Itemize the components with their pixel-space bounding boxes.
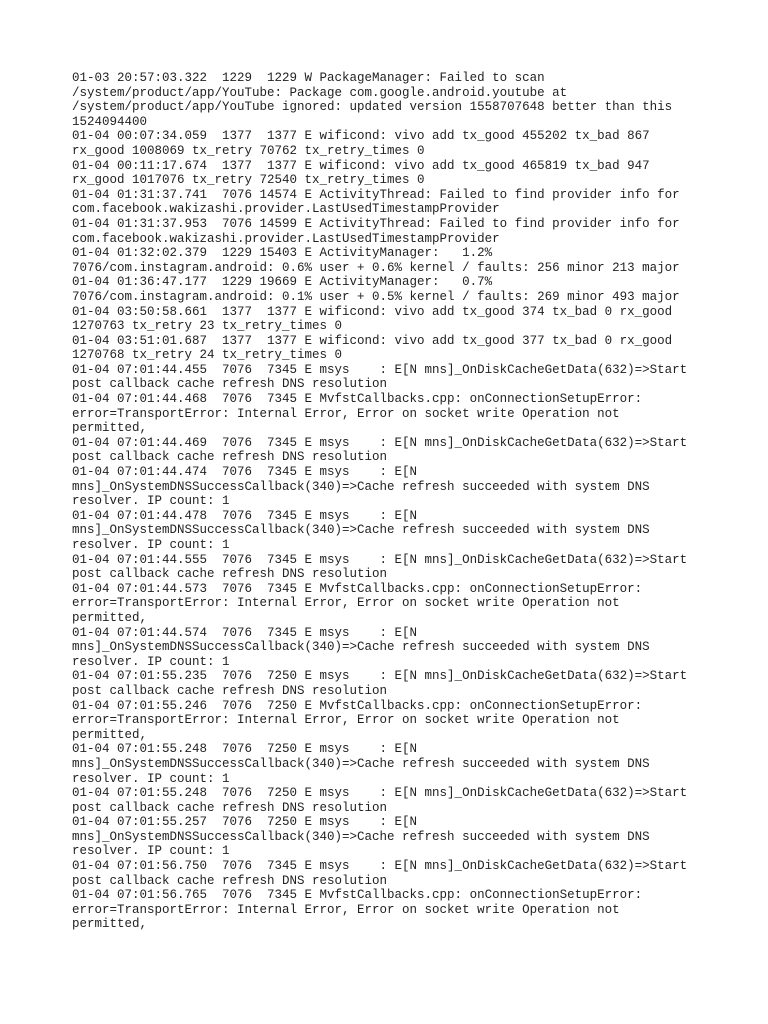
log-line: post callback cache refresh DNS resolution (72, 800, 388, 815)
log-line: post callback cache refresh DNS resolution (72, 377, 388, 392)
log-line: 01-04 07:01:44.468 7076 7345 E MvfstCallbacks.cpp: onConnectionSetupError: (72, 392, 643, 407)
log-line: mns]_OnSystemDNSSuccessCallback(340)=>Cache refresh succeeded with system DNS (72, 829, 650, 844)
log-line: permitted, (72, 610, 148, 625)
log-line: 01-04 07:01:44.469 7076 7345 E msys : E[N mns]_OnDiskCacheGetData(632)=>Start (72, 435, 688, 450)
log-line: 01-04 07:01:44.455 7076 7345 E msys : E[N mns]_OnDiskCacheGetData(632)=>Start (72, 362, 688, 377)
log-line: 01-04 07:01:55.235 7076 7250 E msys : E[N mns]_OnDiskCacheGetData(632)=>Start (72, 669, 688, 684)
log-line: post callback cache refresh DNS resolution (72, 567, 388, 582)
log-line: 7076/com.instagram.android: 0.1% user + 0.5% kernel / faults: 269 minor 493 major (72, 289, 680, 304)
log-line: permitted, (72, 917, 148, 932)
log-line: 01-04 07:01:44.573 7076 7345 E MvfstCallbacks.cpp: onConnectionSetupError: (72, 581, 643, 596)
log-line: com.facebook.wakizashi.provider.LastUsedTimestampProvider (72, 231, 500, 246)
log-line: 01-04 07:01:56.765 7076 7345 E MvfstCallbacks.cpp: onConnectionSetupError: (72, 888, 643, 903)
log-line: rx_good 1017076 tx_retry 72540 tx_retry_times 0 (72, 173, 425, 188)
log-line: mns]_OnSystemDNSSuccessCallback(340)=>Cache refresh succeeded with system DNS (72, 523, 650, 538)
log-line: error=TransportError: Internal Error, Error on socket write Operation not (72, 406, 620, 421)
log-line: 01-04 07:01:44.555 7076 7345 E msys : E[N mns]_OnDiskCacheGetData(632)=>Start (72, 552, 688, 567)
log-line: /system/product/app/YouTube: Package com.google.android.youtube at (72, 85, 568, 100)
log-line: 01-04 03:51:01.687 1377 1377 E wificond: vivo add tx_good 377 tx_bad 0 rx_good (72, 333, 673, 348)
log-text-block (72, 71, 696, 932)
log-line: /system/product/app/YouTube ignored: updated version 1558707648 better than this (72, 100, 673, 115)
log-line: resolver. IP count: 1 (72, 844, 230, 859)
log-line: resolver. IP count: 1 (72, 654, 230, 669)
log-line: 01-04 01:32:02.379 1229 15403 E ActivityManager: 1.2% (72, 246, 493, 261)
log-line: 01-04 01:36:47.177 1229 19669 E ActivityManager: 0.7% (72, 275, 493, 290)
log-line: resolver. IP count: 1 (72, 494, 230, 509)
log-line: 01-04 07:01:56.750 7076 7345 E msys : E[N mns]_OnDiskCacheGetData(632)=>Start (72, 859, 688, 874)
log-line: 01-04 01:31:37.741 7076 14574 E ActivityThread: Failed to find provider info for (72, 187, 680, 202)
log-line: post callback cache refresh DNS resolution (72, 873, 388, 888)
log-line: 01-04 07:01:55.248 7076 7250 E msys : E[N (72, 742, 418, 757)
log-line: error=TransportError: Internal Error, Error on socket write Operation not (72, 713, 620, 728)
log-line: 01-04 07:01:44.474 7076 7345 E msys : E[N (72, 465, 418, 480)
log-line: 01-03 20:57:03.322 1229 1229 W PackageManager: Failed to scan (72, 71, 545, 85)
log-line: permitted, (72, 421, 148, 436)
log-line: permitted, (72, 727, 148, 742)
log-line: 01-04 03:50:58.661 1377 1377 E wificond: vivo add tx_good 374 tx_bad 0 rx_good (72, 304, 673, 319)
log-line: 1270763 tx_retry 23 tx_retry_times 0 (72, 319, 343, 334)
log-line: post callback cache refresh DNS resolution (72, 450, 388, 465)
log-line: 7076/com.instagram.android: 0.6% user + 0.6% kernel / faults: 256 minor 213 major (72, 260, 680, 275)
log-line: 1524094400 (72, 114, 148, 129)
log-line: 01-04 07:01:44.478 7076 7345 E msys : E[N (72, 508, 418, 523)
log-line: mns]_OnSystemDNSSuccessCallback(340)=>Cache refresh succeeded with system DNS (72, 479, 650, 494)
log-line: 1270768 tx_retry 24 tx_retry_times 0 (72, 348, 343, 363)
log-line: 01-04 00:11:17.674 1377 1377 E wificond: vivo add tx_good 465819 tx_bad 947 (72, 158, 650, 173)
log-line: resolver. IP count: 1 (72, 538, 230, 552)
log-line: error=TransportError: Internal Error, Error on socket write Operation not (72, 902, 620, 917)
log-line: 01-04 07:01:55.246 7076 7250 E MvfstCallbacks.cpp: onConnectionSetupError: (72, 698, 643, 713)
log-line: error=TransportError: Internal Error, Error on socket write Operation not (72, 596, 620, 611)
log-line: 01-04 07:01:55.257 7076 7250 E msys : E[N (72, 815, 418, 830)
log-line: 01-04 00:07:34.059 1377 1377 E wificond: vivo add tx_good 455202 tx_bad 867 (72, 129, 650, 144)
log-line: rx_good 1008069 tx_retry 70762 tx_retry_times 0 (72, 143, 425, 158)
log-line: mns]_OnSystemDNSSuccessCallback(340)=>Cache refresh succeeded with system DNS (72, 640, 650, 655)
log-line: 01-04 07:01:55.248 7076 7250 E msys : E[N mns]_OnDiskCacheGetData(632)=>Start (72, 786, 688, 801)
log-line: 01-04 01:31:37.953 7076 14599 E ActivityThread: Failed to find provider info for (72, 216, 680, 231)
log-line: post callback cache refresh DNS resolution (72, 683, 388, 698)
log-line: mns]_OnSystemDNSSuccessCallback(340)=>Cache refresh succeeded with system DNS (72, 756, 650, 771)
log-line: com.facebook.wakizashi.provider.LastUsedTimestampProvider (72, 202, 500, 217)
log-line: resolver. IP count: 1 (72, 771, 230, 786)
log-line: 01-04 07:01:44.574 7076 7345 E msys : E[N (72, 625, 418, 640)
